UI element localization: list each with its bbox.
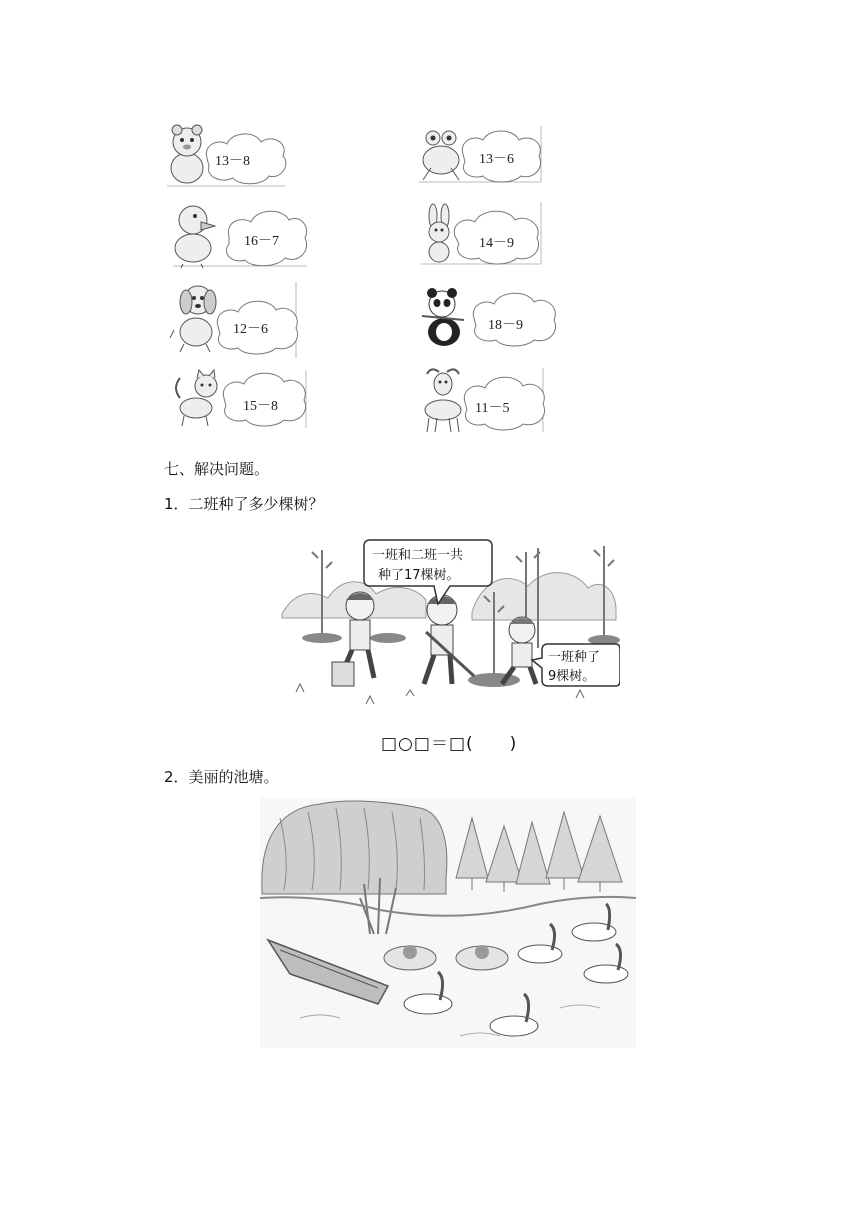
tree-planting-scene-icon	[276, 528, 620, 714]
exercise-expression: 13－6	[479, 152, 514, 167]
bubble1-line1: 一班和二班一共	[372, 548, 464, 563]
exercise-dog	[166, 280, 300, 360]
exercise-cat	[166, 368, 310, 432]
answer-equation[interactable]: □○□＝□( )	[381, 734, 518, 754]
bubble2-line1: 一班种了	[548, 650, 601, 665]
cat-icon	[166, 368, 310, 432]
exercise-expression: 13－8	[215, 154, 250, 169]
exercise-expression: 14－9	[479, 236, 514, 251]
question-1: 1．二班种了多少棵树？	[164, 495, 324, 513]
exercise-rabbit	[419, 200, 545, 268]
exercise-panda	[420, 286, 556, 352]
exercise-expression: 12－6	[233, 322, 268, 337]
exercise-expression: 16－7	[244, 234, 279, 249]
exercise-goat	[417, 366, 547, 436]
question-2: 2．美丽的池塘。	[164, 768, 279, 786]
exercise-duck	[171, 198, 309, 270]
tree-planting-illustration	[276, 528, 620, 714]
pond-illustration	[260, 798, 636, 1048]
exercise-expression: 18－9	[488, 318, 523, 333]
exercise-expression: 11－5	[475, 401, 510, 416]
pond-scene-icon	[260, 798, 636, 1048]
exercise-hamster	[165, 118, 290, 188]
duck-icon	[171, 198, 309, 270]
section-heading: 七、解决问题。	[164, 460, 270, 478]
bubble1-line2: 种了17棵树。	[378, 568, 460, 583]
exercise-expression: 15－8	[243, 399, 278, 414]
exercise-frog	[417, 124, 545, 186]
bubble2-line2: 9棵树。	[548, 669, 596, 684]
